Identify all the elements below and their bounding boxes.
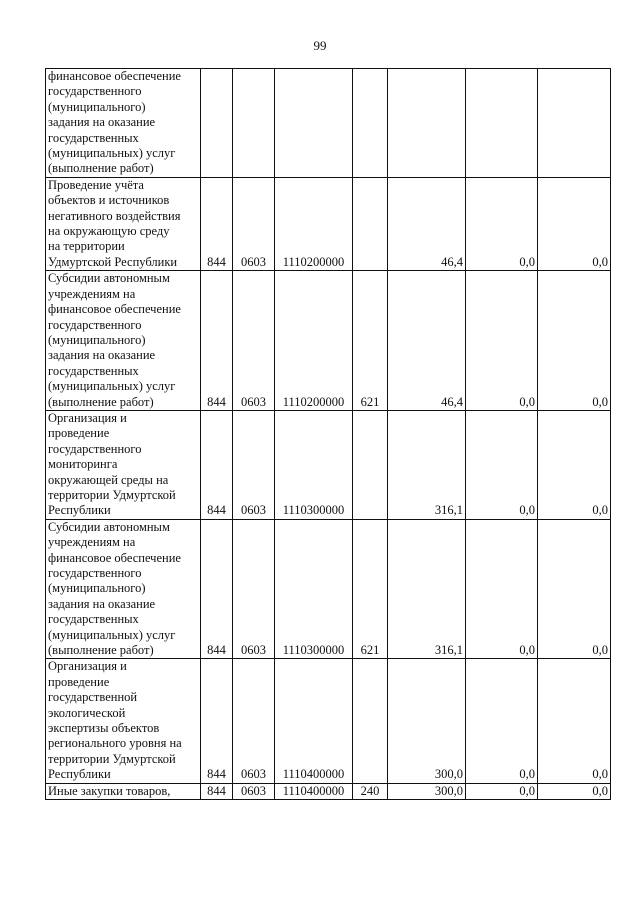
target-code: 1110300000	[275, 519, 353, 659]
table-row	[46, 69, 611, 178]
ministry-code: 844	[201, 271, 233, 411]
table-row	[46, 659, 611, 783]
sum-year-2: 0,0	[466, 410, 538, 519]
row-name-cell	[46, 783, 201, 799]
section-code: 0603	[233, 410, 275, 519]
budget-table	[45, 68, 611, 800]
page-number: 99	[313, 38, 327, 53]
sum-year-3: 0,0	[538, 519, 611, 659]
sum-year-1: 316,1	[388, 410, 466, 519]
sum-year-1: 300,0	[388, 783, 466, 799]
ministry-code: 844	[201, 410, 233, 519]
row-name: Субсидии автономным учреждениям на финансовое обеспечение государственного (муниципального) задания на оказание государственных (муниципальных) услуг (выполнение работ)	[48, 271, 181, 409]
sum-year-1: 46,4	[388, 271, 466, 411]
row-name-cell	[46, 69, 201, 178]
target-code: 1110400000	[275, 783, 353, 799]
sum-year-1: 46,4	[388, 177, 466, 270]
target-code: 1110200000	[275, 271, 353, 411]
table-row	[46, 410, 611, 519]
sum-year-2: 0,0	[466, 271, 538, 411]
ministry-code: 844	[201, 783, 233, 799]
table-row	[46, 177, 611, 270]
table-row	[46, 519, 611, 659]
target-code	[275, 69, 353, 178]
ministry-code: 844	[201, 659, 233, 783]
sum-year-2: 0,0	[466, 177, 538, 270]
sum-year-1: 316,1	[388, 519, 466, 659]
sum-year-2: 0,0	[466, 659, 538, 783]
expense-type-code	[353, 69, 388, 178]
sum-year-3	[538, 69, 611, 178]
section-code	[233, 69, 275, 178]
sum-year-2: 0,0	[466, 519, 538, 659]
row-name-cell	[46, 410, 201, 519]
sum-year-3: 0,0	[538, 783, 611, 799]
target-code: 1110200000	[275, 177, 353, 270]
section-code: 0603	[233, 783, 275, 799]
table-body	[46, 69, 611, 800]
row-name: Организация и проведение государственной экологической экспертизы объектов регионального уровня на территории Удмуртской Республики	[48, 659, 182, 782]
ministry-code: 844	[201, 519, 233, 659]
sum-year-1: 300,0	[388, 659, 466, 783]
expense-type-code	[353, 410, 388, 519]
ministry-code: 844	[201, 177, 233, 270]
expense-type-code	[353, 659, 388, 783]
row-name-cell	[46, 271, 201, 411]
sum-year-2: 0,0	[466, 783, 538, 799]
ministry-code	[201, 69, 233, 178]
section-code: 0603	[233, 271, 275, 411]
table-row	[46, 783, 611, 799]
target-code: 1110300000	[275, 410, 353, 519]
section-code: 0603	[233, 659, 275, 783]
target-code: 1110400000	[275, 659, 353, 783]
sum-year-3: 0,0	[538, 410, 611, 519]
row-name-cell	[46, 519, 201, 659]
row-name-cell	[46, 659, 201, 783]
row-name: Проведение учёта объектов и источников негативного воздействия на окружающую среду на территории Удмуртской Республики	[48, 177, 181, 269]
row-name: Субсидии автономным учреждениям на финансовое обеспечение государственного (муниципального) задания на оказание государственных (муниципальных) услуг (выполнение работ)	[48, 519, 181, 658]
sum-year-2	[466, 69, 538, 178]
expense-type-code	[353, 177, 388, 270]
sum-year-3: 0,0	[538, 659, 611, 783]
row-name: финансовое обеспечение государственного (муниципального) задания на оказание государственных (муниципальных) услуг (выполнение работ)	[48, 69, 181, 176]
sum-year-1	[388, 69, 466, 178]
row-name-cell	[46, 177, 201, 270]
expense-type-code: 621	[353, 519, 388, 659]
expense-type-code: 621	[353, 271, 388, 411]
sum-year-3: 0,0	[538, 177, 611, 270]
section-code: 0603	[233, 177, 275, 270]
section-code: 0603	[233, 519, 275, 659]
row-name: Организация и проведение государственного мониторинга окружающей среды на территории Удмуртской Республики	[48, 410, 176, 518]
row-name: Иные закупки товаров,	[48, 783, 171, 798]
expense-type-code: 240	[353, 783, 388, 799]
table-row	[46, 271, 611, 411]
sum-year-3: 0,0	[538, 271, 611, 411]
